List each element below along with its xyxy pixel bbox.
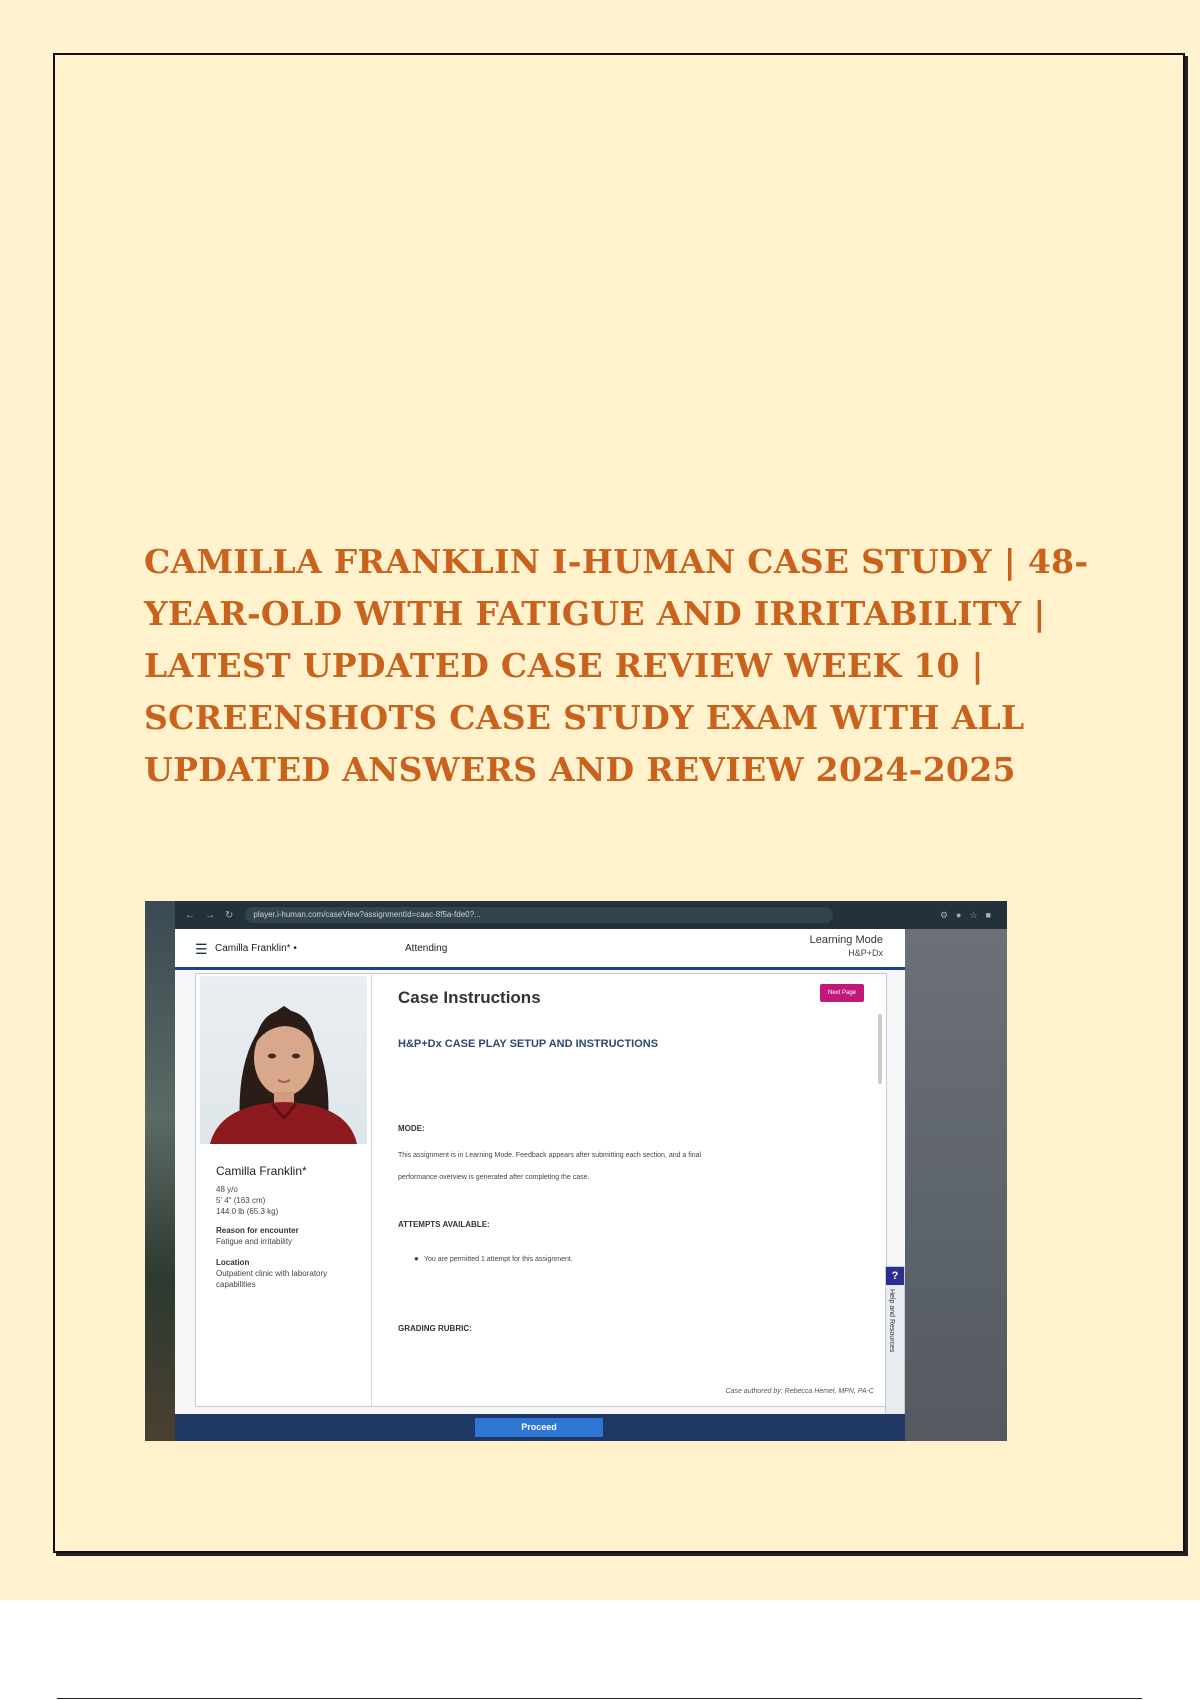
patient-panel (196, 974, 372, 1406)
reason-value: Fatigue and irritability (216, 1237, 293, 1246)
attending-label: Attending (405, 943, 448, 954)
embedded-screenshot (145, 901, 1007, 1441)
patient-tab[interactable]: Camilla Franklin* • (215, 943, 297, 954)
app-header (175, 929, 905, 970)
instructions-panel (372, 974, 886, 1406)
bullet-icon: ● (414, 1254, 419, 1263)
attempts-text: You are permitted 1 attempt for this assignment. (424, 1256, 573, 1263)
reload-icon[interactable]: ↻ (225, 909, 234, 921)
next-page-button[interactable]: Next Page (820, 984, 864, 1002)
mode-text-line-1: This assignment is in Learning Mode. Feedback appears after submitting each section, and a final (398, 1152, 702, 1159)
patient-height: 5' 4" (163 cm) (216, 1196, 266, 1205)
location-value: Outpatient clinic with laboratory capabilities (216, 1269, 328, 1289)
help-icon[interactable]: ? (886, 1267, 904, 1285)
help-resources-label: Help and Resources (888, 1289, 895, 1353)
mode-text-line-2: performance overview is generated after completing the case. (398, 1174, 590, 1181)
footer-bar (175, 1414, 905, 1441)
case-card (195, 973, 887, 1407)
setup-section-title: H&P+Dx CASE PLAY SETUP AND INSTRUCTIONS (398, 1038, 659, 1050)
browser-extension-icons[interactable]: ⚙●☆■ (939, 909, 999, 920)
address-bar[interactable]: player.i-human.com/caseView?assignmentId=caac-8f5a-fde0?... (245, 907, 833, 923)
browser-toolbar (175, 901, 1007, 929)
attempts-heading: ATTEMPTS AVAILABLE: (398, 1220, 490, 1229)
forward-arrow-icon[interactable]: → (205, 909, 215, 921)
patient-age: 48 y/o (216, 1185, 238, 1194)
case-author: Case authored by: Rebecca Hemel, MPN, PA-C (725, 1388, 874, 1395)
case-instructions-title: Case Instructions (398, 988, 541, 1007)
patient-details (216, 1184, 356, 1290)
instructions-scrollbar[interactable] (878, 1014, 882, 1084)
patient-weight: 144.0 lb (65.3 kg) (216, 1207, 279, 1216)
background-scene-right (905, 929, 1007, 1441)
patient-name: Camilla Franklin* (216, 1164, 307, 1178)
bottom-divider (57, 1698, 1142, 1699)
proceed-button[interactable]: Proceed (475, 1418, 603, 1437)
help-resources-tab[interactable] (885, 1266, 905, 1418)
background-scene-left (145, 901, 175, 1441)
menu-icon[interactable]: ☰ (195, 941, 208, 957)
learning-mode-label: Learning Mode (809, 934, 883, 946)
patient-portrait-icon (200, 976, 367, 1144)
grading-heading: GRADING RUBRIC: (398, 1324, 472, 1333)
mode-heading: MODE: (398, 1124, 425, 1133)
location-label: Location (216, 1258, 250, 1267)
patient-avatar (200, 976, 367, 1144)
back-arrow-icon[interactable]: ← (185, 909, 195, 921)
case-player-app (175, 929, 905, 1414)
mode-sub-label: H&P+Dx (848, 948, 883, 958)
reason-label: Reason for encounter (216, 1226, 299, 1235)
document-title: CAMILLA FRANKLIN I-HUMAN CASE STUDY | 48-YEAR-OLD WITH FATIGUE AND IRRITABILITY | LATEST UPDATED CASE REVIEW WEEK 10 | SCREENSHOTS CASE STUDY EXAM WITH ALL UPDATED ANSWERS AND REVIEW 2024-2025 (144, 542, 1089, 789)
